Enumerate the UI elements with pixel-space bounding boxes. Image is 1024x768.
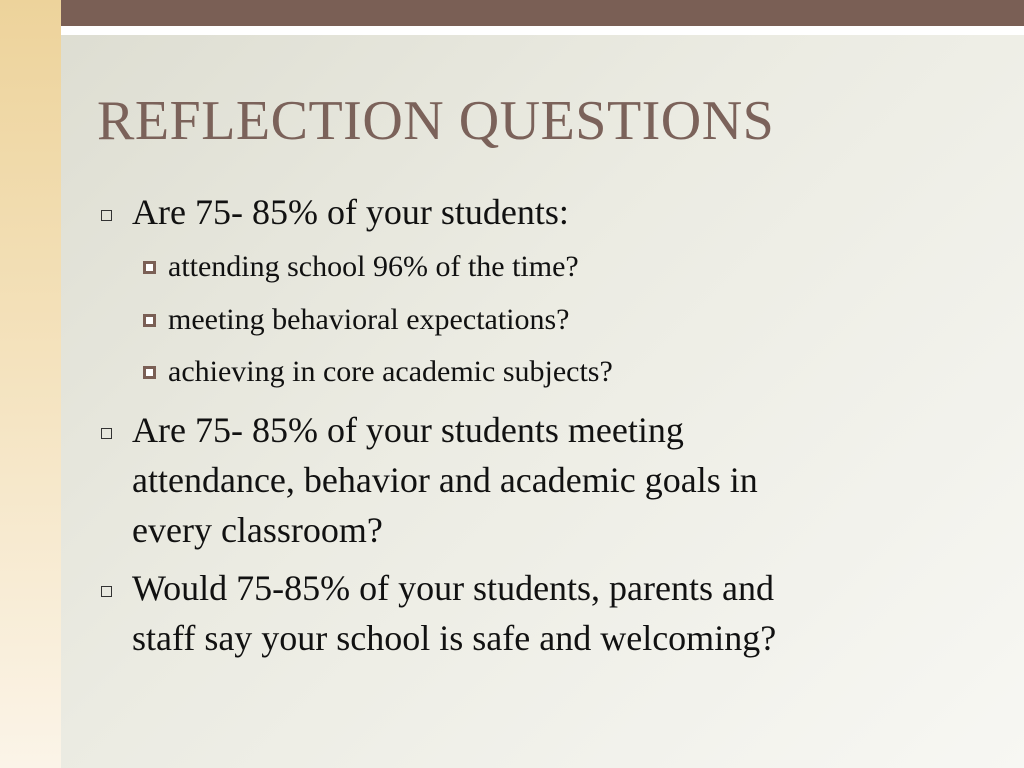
filled-square-bullet-icon (143, 261, 156, 274)
hollow-square-bullet-icon (101, 428, 112, 439)
sub-bullet-text-2: meeting behavioral expectations? (168, 303, 570, 336)
bullet-text-2 (132, 405, 758, 555)
sub-bullet-text-1: attending school 96% of the time? (168, 250, 579, 283)
bullet-text-2-line-2: attendance, behavior and academic goals in (132, 460, 758, 500)
hollow-square-bullet-icon (101, 210, 112, 221)
hollow-square-bullet-icon (101, 586, 112, 597)
bullet-text-3-line-1: Would 75-85% of your students, parents and (132, 568, 774, 608)
filled-square-bullet-icon (143, 314, 156, 327)
slide-title: REFLECTION QUESTIONS (97, 90, 775, 152)
bullet-text-2-line-1: Are 75- 85% of your students meeting (132, 410, 684, 450)
sub-bullet-text-3: achieving in core academic subjects? (168, 355, 613, 388)
bullet-text-3 (132, 563, 776, 663)
bullet-text-3-line-2: staff say your school is safe and welcoming? (132, 618, 777, 658)
filled-square-bullet-icon (143, 366, 156, 379)
bullet-text-1: Are 75- 85% of your students: (132, 192, 569, 232)
bullet-text-2-line-3: every classroom? (132, 510, 383, 550)
